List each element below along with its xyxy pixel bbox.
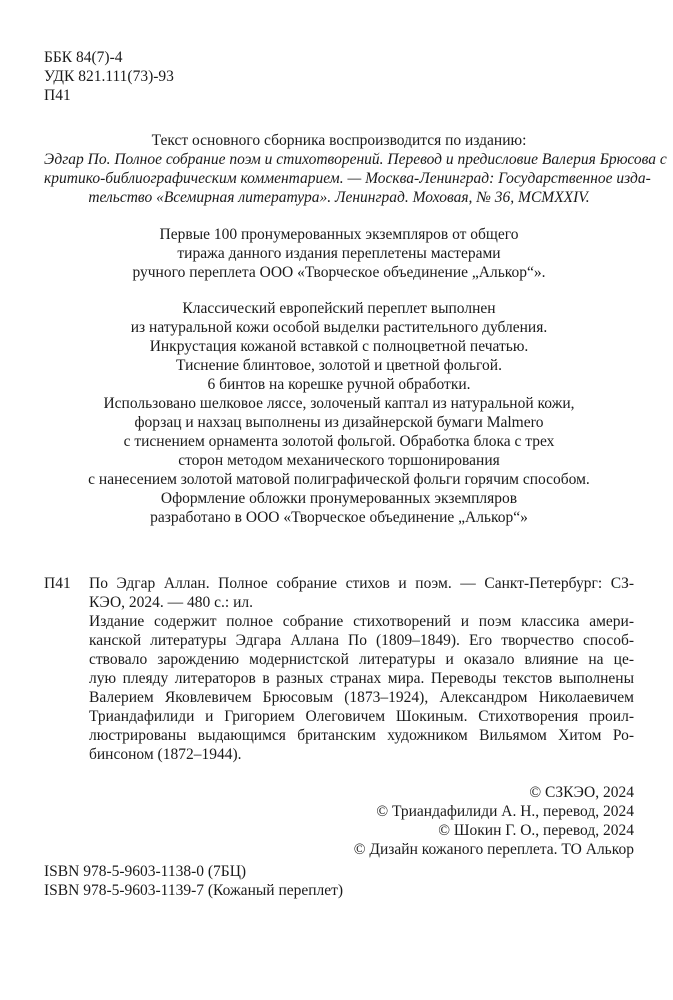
copyright-line: © Триандафилиди А. Н., перевод, 2024 bbox=[376, 803, 634, 820]
binding-line: Тиснение блинтовое, золотой и цветной фольгой. bbox=[176, 357, 502, 374]
catalog-line: КЭО, 2024. — 480 с.: ил. bbox=[89, 594, 253, 611]
catalog-line: бинсоном (1872–1944). bbox=[89, 746, 242, 763]
catalog-line: лую плеяду литераторов в разных странах мира. Переводы текстов выполнены bbox=[89, 670, 634, 687]
numbered-line: тиража данного издания переплетены мастерами bbox=[177, 245, 501, 262]
isbn-line: ISBN 978-5-9603-1139-7 (Кожаный переплет) bbox=[44, 882, 344, 899]
catalog-line: Триандафилиди и Григорием Олеговичем Шокиным. Стихотворения проил- bbox=[89, 708, 634, 725]
binding-line: 6 бинтов на корешке ручной обработки. bbox=[207, 376, 471, 393]
binding-line: Оформление обложки пронумерованных экземпляров bbox=[160, 490, 518, 507]
binding-line: Инкрустация кожаной вставкой с полноцветной печатью. bbox=[149, 338, 529, 355]
binding-line: с нанесением золотой матовой полиграфической фольги горячим способом. bbox=[88, 471, 590, 488]
numbered-line: Первые 100 пронумерованных экземпляров от общего bbox=[159, 226, 519, 243]
binding-line: разработано в ООО «Творческое объединение „Алькор“» bbox=[150, 509, 528, 526]
isbn-block bbox=[44, 862, 634, 900]
binding-line: форзац и нахзац выполнены из дизайнерской бумаги Malmero bbox=[134, 414, 544, 431]
catalog-line: люстрированы выдающимся британским художником Вильямом Хитом Ро- bbox=[89, 727, 634, 744]
catalog-line: Издание содержит полное собрание стихотворений и поэм классика амери- bbox=[89, 613, 634, 630]
binding-line: с тиснением орнамента золотой фольгой. Обработка блока с трех bbox=[123, 433, 555, 450]
imprint-page bbox=[44, 48, 667, 900]
catalog-line: Валерием Яковлевичем Брюсовым (1873–1924), Александром Николаевичем bbox=[89, 689, 634, 706]
catalog-record bbox=[44, 574, 634, 764]
source-intro: Текст основного сборника воспроизводится по изданию: bbox=[151, 132, 527, 149]
classification-codes bbox=[44, 48, 634, 105]
catalog-code: П41 bbox=[44, 575, 71, 592]
bbk-code: ББК 84(7)-4 bbox=[44, 49, 123, 66]
binding-line: Использовано шелковое ляссе, золоченый каптал из натуральной кожи, bbox=[103, 395, 575, 412]
source-line: тельство «Всемирная литература». Ленинград. Моховая, № 36, MCMXXIV. bbox=[88, 189, 590, 206]
binding-line: сторон методом механического торшонирования bbox=[178, 452, 500, 469]
isbn-line: ISBN 978-5-9603-1138-0 (7БЦ) bbox=[44, 863, 247, 880]
binding-description bbox=[44, 299, 634, 527]
source-edition-note bbox=[44, 131, 667, 207]
copyright-block bbox=[44, 783, 634, 859]
copyright-line: © Шокин Г. О., перевод, 2024 bbox=[438, 822, 634, 839]
catalog-line: По Эдгар Аллан. Полное собрание стихов и поэм. — Санкт-Петербург: СЗ- bbox=[89, 575, 634, 592]
binding-line: из натуральной кожи особой выделки растительного дубления. bbox=[130, 319, 548, 336]
binding-line: Классический европейский переплет выполнен bbox=[182, 300, 496, 317]
numbered-line: ручного переплета ООО «Творческое объединение „Алькор“». bbox=[132, 264, 546, 281]
catalog-line: канской литературы Эдгара Аллана По (1809–1849). Его творчество способ- bbox=[89, 632, 634, 649]
source-line: критико-библиографическим комментарием. — Москва-Ленинград: Государственное изда- bbox=[44, 170, 651, 187]
source-line: Эдгар По. Полное собрание поэм и стихотворений. Перевод и предисловие Валерия Брюсова с bbox=[44, 151, 667, 168]
udk-code: УДК 821.111(73)-93 bbox=[44, 68, 174, 85]
author-mark: П41 bbox=[44, 87, 71, 104]
catalog-line: ствовало зарождению модернистской литературы и оказало влияние на це- bbox=[89, 651, 634, 668]
copyright-line: © Дизайн кожаного переплета. ТО Алькор bbox=[353, 841, 634, 858]
numbered-copies-note bbox=[44, 225, 634, 282]
copyright-line: © СЗКЭО, 2024 bbox=[529, 784, 634, 801]
